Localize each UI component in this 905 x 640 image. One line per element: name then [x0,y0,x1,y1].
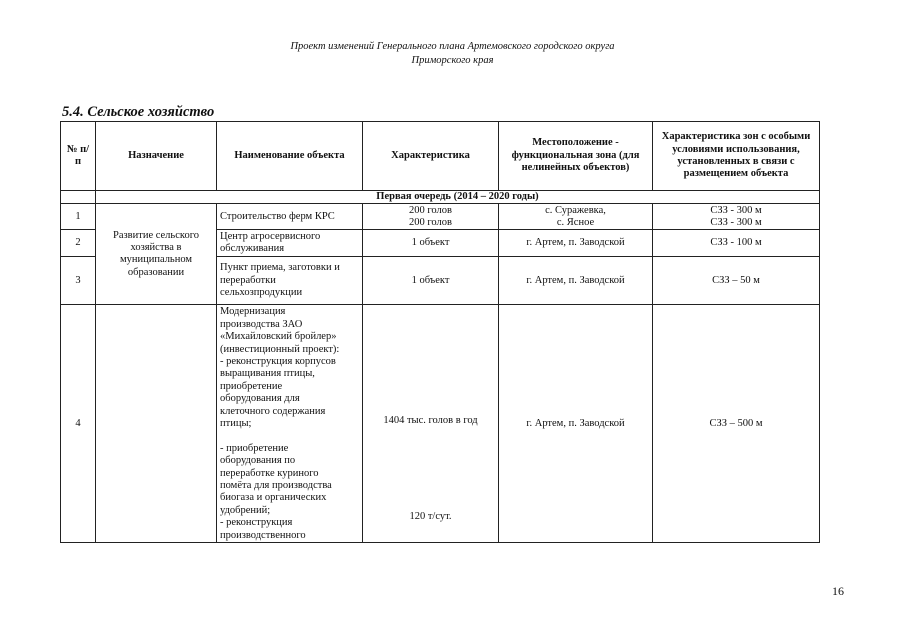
document-header-line-2: Приморского края [411,55,494,66]
object-name-line: производственного [220,529,306,541]
object-name-line: - реконструкция [220,517,293,529]
object-name-line: удобрений; [220,504,271,516]
object-name-line: помёта для производства [220,480,332,492]
characteristic-cell [363,204,499,230]
phase-empty-cell [61,191,96,204]
location-cell: г. Артем, п. Заводской [499,257,653,305]
purpose-empty-cell [96,305,217,543]
zone-line: СЗЗ - 300 м [710,216,762,228]
page-number: 16 [832,584,844,598]
column-header-location: Местоположение - функциональная зона (для нелинейных объектов) [499,122,653,191]
column-header-zone: Характеристика зон с особыми условиями использования, установленных в связи с размещением объекта [653,122,820,191]
object-name-line: (инвестиционный проект): [220,343,340,355]
object-name-line: переработке куриного [220,467,319,479]
zone-cell [653,204,820,230]
phase-row [61,191,820,204]
location-cell: г. Артем, п. Заводской [499,305,653,543]
phase-label: Первая очередь (2014 – 2020 годы) [96,191,820,204]
characteristic-line: 120 т/сут. [409,511,452,523]
object-name-line: - реконструкция корпусов [220,356,336,368]
object-name: Строительство ферм КРС [217,204,363,230]
object-name-line: птицы; [220,418,252,430]
object-name-spacer [220,430,359,442]
table-header-row [61,122,820,191]
column-header-purpose: Назначение [96,122,217,191]
location-cell: г. Артем, п. Заводской [499,230,653,257]
section-title: 5.4. Сельское хозяйство [62,104,215,120]
row-number: 2 [61,230,96,257]
zone-line: СЗЗ - 300 м [710,204,762,216]
location-line: с. Суражевка, [545,204,606,216]
characteristic-line: 200 голов [409,204,452,216]
object-name-line: приобретение [220,380,283,392]
column-header-object-name: Наименование объекта [217,122,363,191]
purpose-cell: Развитие сельского хозяйства в муниципальном образовании [96,204,217,305]
characteristic-cell [363,305,499,543]
object-name-line: биогаза и органических [220,492,327,504]
location-line: с. Ясное [556,216,595,228]
characteristic-line: 200 голов [409,216,452,228]
object-name [217,305,363,543]
object-name-line: оборудования по [220,455,296,467]
zone-cell: СЗЗ - 100 м [653,230,820,257]
row-number: 4 [61,305,96,543]
table-row [61,204,820,230]
zone-cell: СЗЗ – 500 м [653,305,820,543]
object-name-line: «Михайловский бройлер» [220,331,337,343]
column-header-num: № п/п [61,122,96,191]
row-number: 3 [61,257,96,305]
location-cell [499,204,653,230]
object-name-line: выращивания птицы, [220,368,315,380]
object-name-line: - приобретение [220,442,289,454]
table-row [61,305,820,543]
column-header-characteristic: Характеристика [363,122,499,191]
object-name: Пункт приема, заготовки и переработки сельхозпродукции [217,257,363,305]
object-name-line: оборудования для [220,393,300,405]
row-number: 1 [61,204,96,230]
agriculture-table [60,121,820,543]
characteristic-cell: 1 объект [363,230,499,257]
document-header-line-1: Проект изменений Генерального плана Артемовского городского округа [290,41,615,52]
zone-cell: СЗЗ – 50 м [653,257,820,305]
characteristic-cell: 1 объект [363,257,499,305]
object-name-line: клеточного содержания [220,405,326,417]
object-name-line: Модернизация [220,306,286,318]
object-name-line: производства ЗАО [220,318,303,330]
characteristic-line: 1404 тыс. голов в год [383,415,478,427]
object-name: Центр агросервисного обслуживания [217,230,363,257]
